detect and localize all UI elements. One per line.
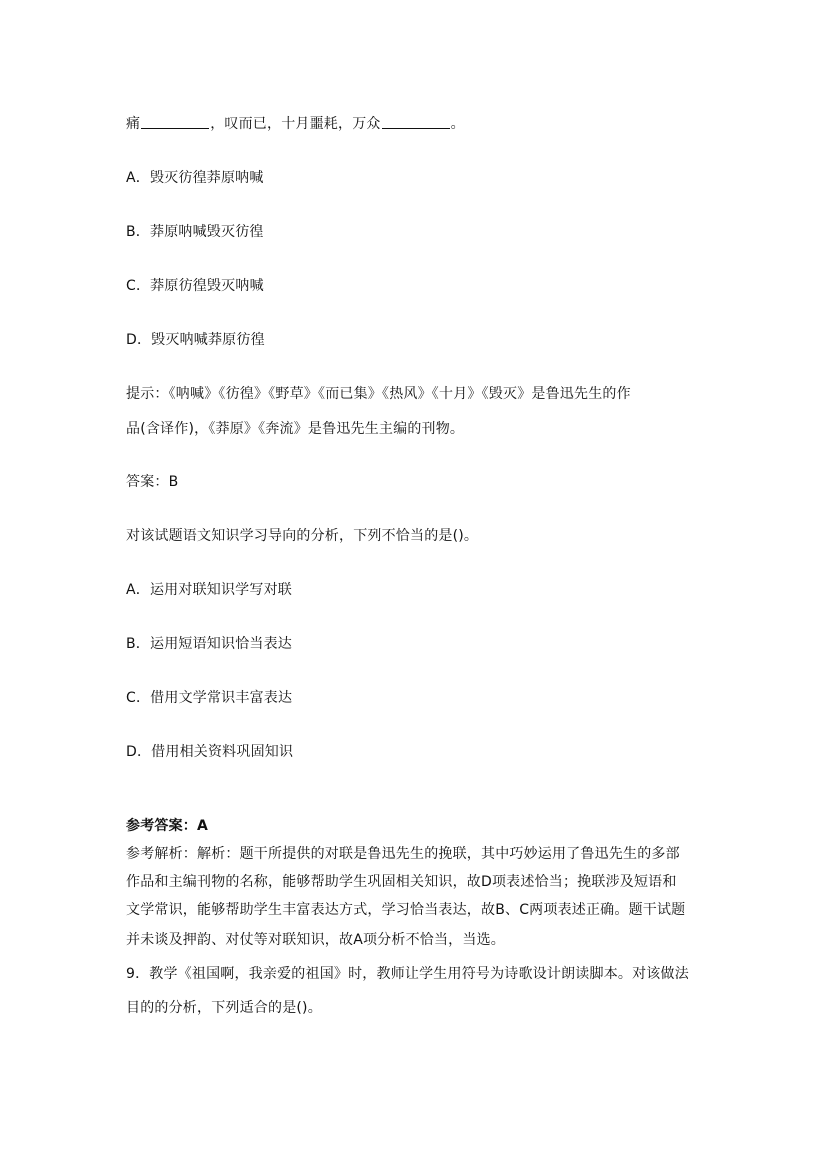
option-b: B．莽原呐喊毁灭彷徨 — [126, 224, 264, 240]
blank-line-2 — [382, 114, 450, 129]
blank-line-1 — [141, 114, 209, 129]
explanation-line-2: 作品和主编刊物的名称，能够帮助学生巩固相关知识，故D项表述恰当；挽联涉及短语和 — [126, 874, 677, 890]
option-c: C．莽原彷徨毁灭呐喊 — [126, 278, 264, 294]
analysis-option-a: A．运用对联知识学写对联 — [126, 582, 292, 598]
question-9-line-1: 9．教学《祖国啊，我亲爱的祖国》时，教师让学生用符号为诗歌设计朗读脚本。对该做法 — [126, 966, 689, 982]
option-d: D．毁灭呐喊莽原彷徨 — [126, 332, 265, 348]
hint-line-2: 品(含译作)，《莽原》《奔流》是鲁迅先生主编的刊物。 — [126, 421, 465, 437]
analysis-option-d: D．借用相关资料巩固知识 — [126, 744, 294, 760]
analysis-question-stem: 对该试题语文知识学习导向的分析，下列不恰当的是()。 — [126, 528, 479, 544]
explanation-line-1: 参考解析：解析：题干所提供的对联是鲁迅先生的挽联，其中巧妙运用了鲁迅先生的多部 — [126, 846, 680, 862]
stem-text-part3: 。 — [450, 116, 465, 132]
hint-line-1: 提示：《呐喊》《彷徨》《野草》《而已集》《热风》《十月》《毁灭》是鲁迅先生的作 — [126, 386, 631, 402]
explanation-line-4: 并未谈及押韵、对仗等对联知识，故A项分析不恰当，当选。 — [126, 932, 505, 948]
option-a: A．毁灭彷徨莽原呐喊 — [126, 170, 264, 186]
analysis-option-b: B．运用短语知识恰当表达 — [126, 636, 293, 652]
reference-answer: 参考答案：A — [126, 818, 209, 834]
answer-text: 答案：B — [126, 474, 179, 490]
question-9-line-2: 目的的分析，下列适合的是()。 — [126, 1000, 322, 1016]
explanation-line-3: 文学常识，能够帮助学生丰富表达方式，学习恰当表达，故B、C两项表述正确。题干试题 — [126, 902, 686, 918]
stem-text-part2: ，叹而已，十月噩耗，万众 — [210, 116, 381, 132]
stem-text-part1: 痛 — [126, 116, 141, 132]
analysis-option-c: C．借用文学常识丰富表达 — [126, 690, 293, 706]
question-stem-fill-blank — [126, 114, 465, 134]
